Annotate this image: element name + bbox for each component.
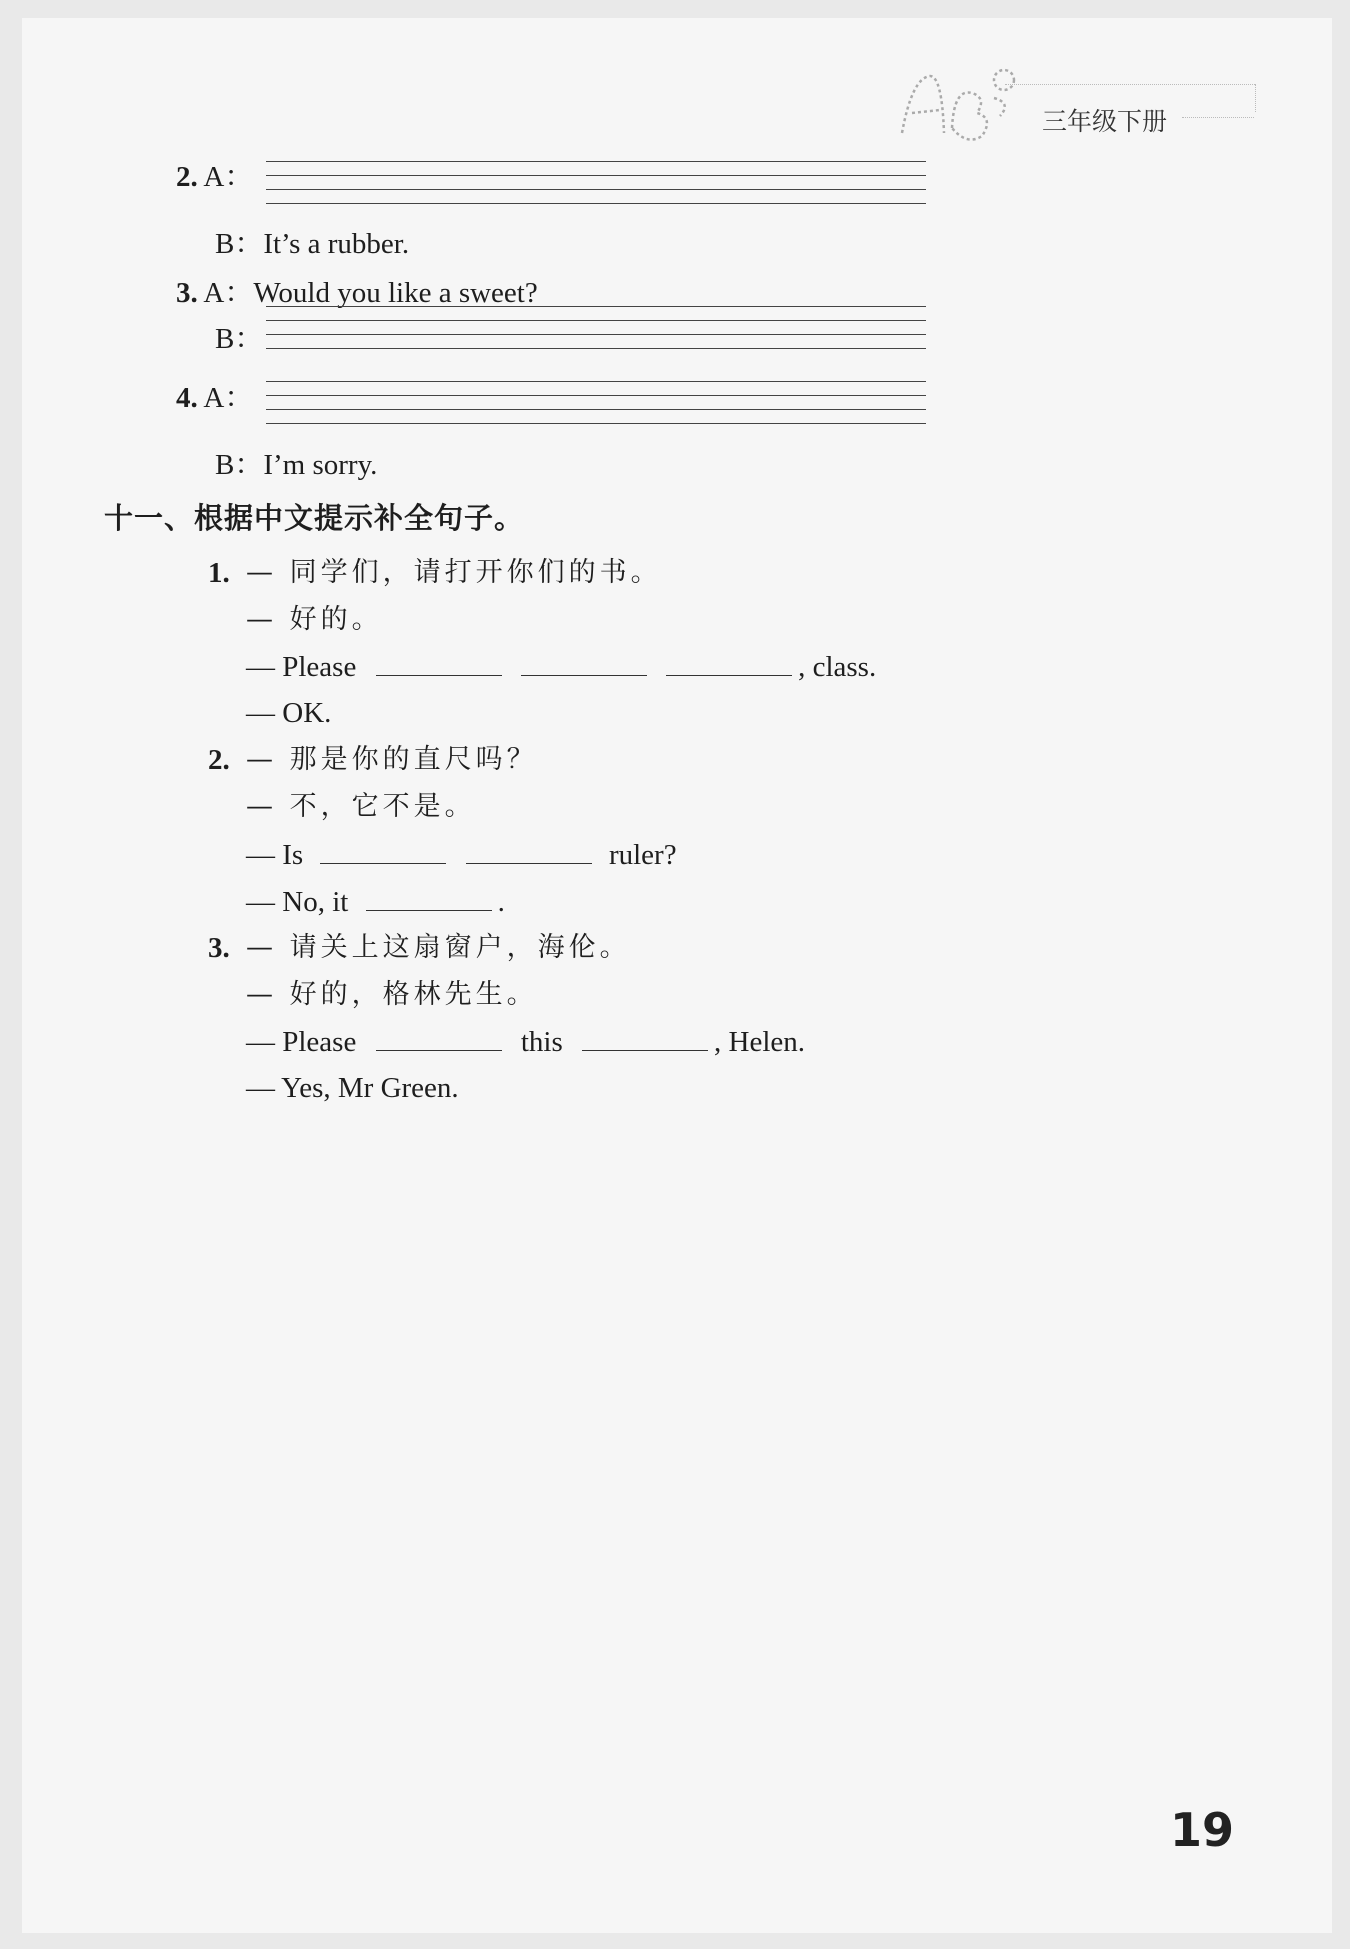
- answer-lines: [266, 381, 926, 424]
- header-dotted-rule: [1005, 84, 1255, 85]
- answer-lines: [266, 161, 926, 204]
- item-number: 4. A：: [176, 382, 254, 414]
- english-sentence: — Please , class.: [246, 651, 877, 683]
- fill-blank[interactable]: [366, 884, 492, 911]
- chinese-prompt: — 好的，格林先生。: [246, 979, 538, 1010]
- english-sentence: — OK.: [246, 697, 332, 729]
- fill-blank[interactable]: [320, 837, 446, 864]
- fill-blank[interactable]: [466, 837, 592, 864]
- item-number: 2.: [208, 744, 230, 776]
- english-sentence: — Please this , Helen.: [246, 1026, 805, 1058]
- chinese-prompt: — 请关上这扇窗户，海伦。: [246, 932, 631, 963]
- answer-lines: [266, 306, 926, 349]
- item-number: 3.: [208, 932, 230, 964]
- english-sentence: — Yes, Mr Green.: [246, 1072, 459, 1104]
- header-dotted-rule-right: [1182, 117, 1254, 118]
- grade-label: 三年级下册: [1042, 107, 1168, 136]
- fill-blank[interactable]: [376, 1024, 502, 1051]
- chinese-prompt: — 好的。: [246, 604, 383, 635]
- workbook-page: [22, 18, 1332, 1933]
- english-sentence: — Is ruler?: [246, 839, 677, 871]
- speaker-label: B：: [215, 323, 264, 355]
- fill-blank[interactable]: [582, 1024, 708, 1051]
- chinese-prompt: — 那是你的直尺吗？: [246, 744, 538, 775]
- item-number: 1.: [208, 557, 230, 589]
- header-dotted-rule-vertical: [1255, 84, 1256, 112]
- dialogue-line: B：It’s a rubber.: [215, 228, 410, 260]
- chinese-prompt: — 不，它不是。: [246, 791, 476, 822]
- item-number: 2. A：: [176, 161, 254, 193]
- dialogue-line: 3. A：Would you like a sweet?: [176, 277, 538, 309]
- section-title: 十一、根据中文提示补全句子。: [104, 501, 525, 535]
- fill-blank[interactable]: [376, 649, 502, 676]
- page-number: 19: [1170, 1803, 1235, 1857]
- fill-blank[interactable]: [521, 649, 647, 676]
- dialogue-line: B：I’m sorry.: [215, 449, 378, 481]
- fill-blank[interactable]: [666, 649, 792, 676]
- english-sentence: — No, it .: [246, 886, 505, 918]
- chinese-prompt: — 同学们，请打开你们的书。: [246, 557, 662, 588]
- bubble-letters-logo-icon: [882, 58, 1032, 158]
